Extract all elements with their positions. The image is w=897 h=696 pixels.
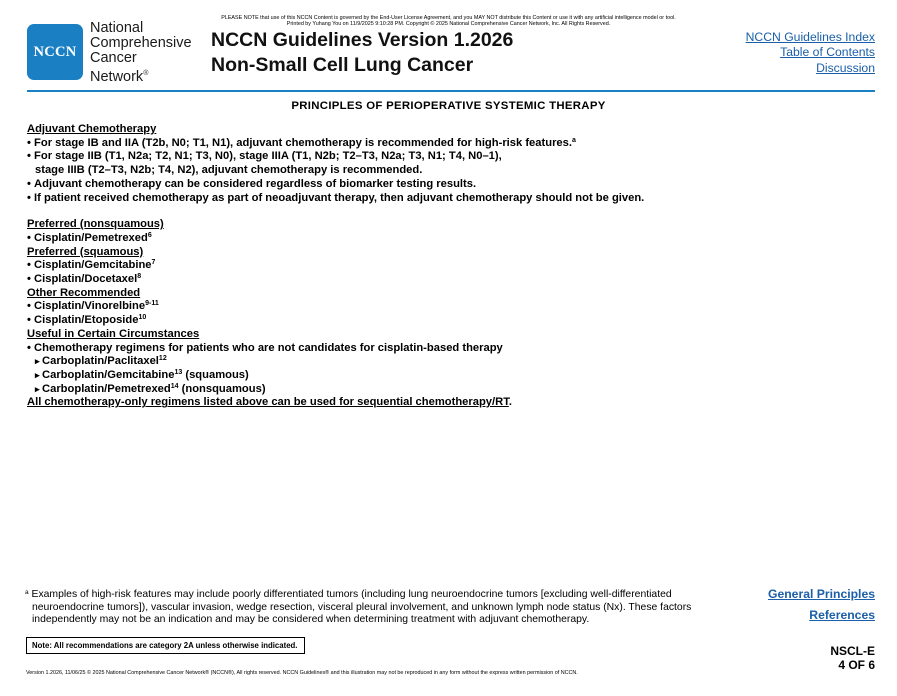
sequential-chemo-rt-note: All chemotherapy-only regimens listed above can be used for sequential chemotherapy/RT. bbox=[27, 396, 512, 409]
logo-line-4: Network® bbox=[90, 68, 149, 85]
header-divider bbox=[27, 90, 875, 92]
adjuvant-heading: Adjuvant Chemotherapy bbox=[27, 123, 157, 135]
regimen-carboplatin-gemcitabine: ▸ Carboplatin/Gemcitabine$^{13}$ (squamous) bbox=[27, 369, 867, 383]
regimen-cisplatin-vinorelbine: • Cisplatin/Vinorelbine$^{9-11}$ bbox=[27, 300, 867, 314]
bullet-stage-iib: • For stage IIB (T1, N2a; T2, N1; T3, N0), stage IIIA (T1, N2b; T2–T3, N2a; T3, N1; T4, N0–1), bbox=[27, 150, 867, 164]
guidelines-title: NCCN Guidelines Version 1.2026 bbox=[211, 29, 514, 51]
bullet-stage-iib-cont: stage IIIB (T2–T3, N2b; T4, N2), adjuvant chemotherapy is recommended. bbox=[35, 164, 423, 177]
footnote-line-1: $^a$ Examples of high-risk features may include poorly differentiated tumors (including lung neuroendocrine tumors [excluding well-differentiated bbox=[25, 589, 672, 600]
section-title: PRINCIPLES OF PERIOPERATIVE SYSTEMIC THERAPY bbox=[291, 100, 606, 112]
license-notice: PLEASE NOTE that use of this NCCN Content is governed by the End-User License Agreement, and you MAY NOT distribute this Content or use it with any artificial intelligence model or tool. bbox=[221, 15, 676, 21]
page-code: NSCL-E bbox=[830, 644, 875, 658]
logo-line-1: National bbox=[90, 20, 144, 36]
category-note: Note: All recommendations are category 2A unless otherwise indicated. bbox=[26, 637, 305, 654]
footer-links bbox=[768, 587, 875, 622]
regimen-carboplatin-paclitaxel: ▸ Carboplatin/Paclitaxel$^{12}$ bbox=[27, 355, 867, 369]
footnote-line-3: independently may not be an indication and may be considered when determining treatment with adjuvant chemotherapy. bbox=[32, 614, 590, 626]
guidelines-index-link[interactable]: NCCN Guidelines Index bbox=[745, 30, 875, 44]
page-identifier bbox=[830, 644, 875, 672]
footnote-line-2: neuroendocrine tumors]), vascular invasion, wedge resection, visceral pleural involvement, and unknown lymph node status (Nx). These factors bbox=[32, 601, 692, 613]
logo-line-2: Comprehensive bbox=[90, 35, 192, 51]
preferred-nonsquamous-heading: Preferred (nonsquamous) bbox=[27, 218, 164, 231]
regimen-cisplatin-etoposide: • Cisplatin/Etoposide$^{10}$ bbox=[27, 314, 867, 328]
non-cisplatin-candidates-line: • Chemotherapy regimens for patients who are not candidates for cisplatin-based therapy bbox=[27, 342, 867, 356]
references-link[interactable]: References bbox=[809, 608, 875, 622]
regimen-cisplatin-gemcitabine: • Cisplatin/Gemcitabine$^7$ bbox=[27, 259, 867, 273]
regimen-cisplatin-pemetrexed: • Cisplatin/Pemetrexed$^6$ bbox=[27, 232, 867, 246]
logo-line-3: Cancer bbox=[90, 50, 137, 66]
general-principles-link[interactable]: General Principles bbox=[767, 587, 875, 601]
print-notice: Printed by Yuhang You on 11/9/2025 9:10:28 PM. Copyright © 2025 National Comprehensive Cancer Network, Inc. All Rights Reserved. bbox=[286, 21, 611, 27]
preferred-squamous-heading: Preferred (squamous) bbox=[27, 245, 144, 258]
useful-circumstances-heading: Useful in Certain Circumstances bbox=[27, 327, 200, 340]
table-of-contents-link[interactable]: Table of Contents bbox=[780, 45, 875, 60]
copyright-footer: Version 1.2026, 11/06/25 © 2025 National Comprehensive Cancer Network® (NCCN®), All rights reserved. NCCN Guidelines® and this illustration may not be reproduced in any form without the express written permission of NCCN. bbox=[26, 670, 578, 676]
other-recommended-heading: Other Recommended bbox=[27, 286, 141, 299]
discussion-link[interactable]: Discussion bbox=[816, 60, 875, 75]
nccn-logo-text bbox=[90, 21, 192, 85]
main-content bbox=[27, 123, 867, 410]
nccn-logo-mark: NCCN bbox=[27, 24, 83, 80]
bullet-stage-ib: • For stage IB and IIA (T2b, N0; T1, N1), adjuvant chemotherapy is recommended for high-risk features.$^a$ bbox=[27, 137, 867, 151]
bullet-neoadjuvant: • If patient received chemotherapy as part of neoadjuvant therapy, then adjuvant chemotherapy should not be given. bbox=[27, 192, 867, 206]
regimen-cisplatin-docetaxel: • Cisplatin/Docetaxel$^8$ bbox=[27, 273, 867, 287]
bullet-biomarker: • Adjuvant chemotherapy can be considered regardless of biomarker testing results. bbox=[27, 178, 867, 192]
footnote-high-risk bbox=[25, 589, 760, 627]
regimen-carboplatin-pemetrexed: ▸ Carboplatin/Pemetrexed$^{14}$ (nonsquamous) bbox=[27, 383, 867, 397]
header-links bbox=[746, 30, 875, 76]
page-number: 4 OF 6 bbox=[838, 658, 875, 672]
guidelines-subtitle: Non-Small Cell Lung Cancer bbox=[211, 54, 474, 76]
